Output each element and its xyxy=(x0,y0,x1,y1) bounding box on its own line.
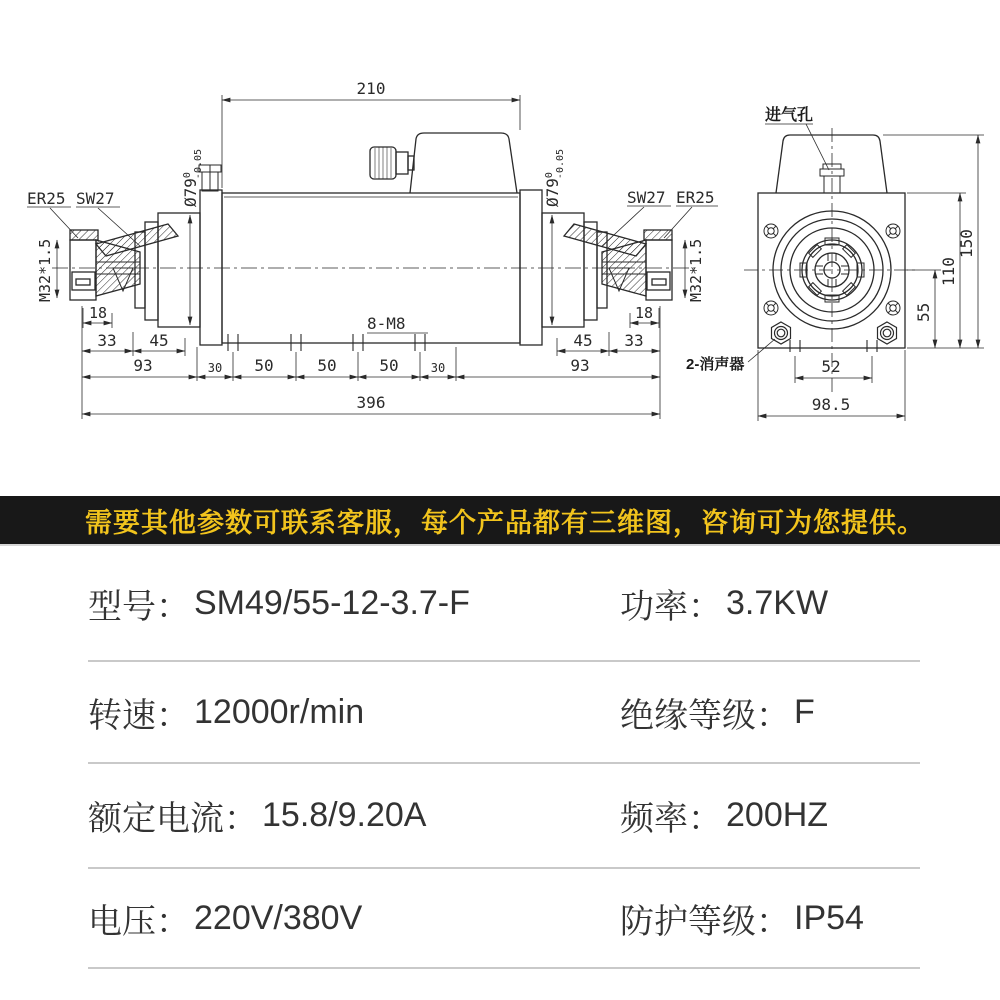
spec-frequency-label: 频率： xyxy=(620,800,722,838)
dim-18-right: 18 xyxy=(634,304,654,322)
dim-33-left: 33 xyxy=(97,331,117,350)
dia-dim-left: $Ø79^0-0.05$ xyxy=(181,148,204,207)
svg-text:SW27: SW27 xyxy=(76,189,115,208)
dim-50-2: 50 xyxy=(317,356,337,375)
spec-row-voltage-protection xyxy=(88,869,920,969)
dim-150: 150 xyxy=(957,229,976,258)
dim-52: 52 xyxy=(821,357,841,376)
spec-speed-value: 12000r/min xyxy=(194,692,365,731)
front-bottom-studs xyxy=(790,340,877,352)
spec-voltage-value: 220V/380V xyxy=(194,898,363,937)
left-flange xyxy=(200,190,222,345)
dim-18-left: 18 xyxy=(88,304,108,322)
spec-insulation-value: F xyxy=(794,692,815,731)
dim-50-3: 50 xyxy=(379,356,399,375)
notice-text: 需要其他参数可联系客服，每个产品都有三维图，咨询可为您提供。 xyxy=(85,507,925,538)
air-inlet-label: 进气孔 xyxy=(765,107,814,124)
right-collet-assembly xyxy=(564,224,672,300)
notice-banner xyxy=(0,496,1000,546)
spec-voltage-label: 电压： xyxy=(88,902,190,941)
junction-box xyxy=(370,133,517,193)
spec-insulation-label: 绝缘等级： xyxy=(620,696,790,735)
spec-protection-label: 防护等级： xyxy=(620,902,790,941)
left-collet-assembly xyxy=(70,224,178,300)
dim-30-right: 30 xyxy=(430,361,446,375)
dia-dim-right: $Ø79^0-0.05$ xyxy=(543,148,566,207)
spec-protection-value: IP54 xyxy=(794,898,864,937)
spec-frequency xyxy=(620,764,828,867)
spec-power-label: 功率： xyxy=(620,587,722,626)
spec-voltage xyxy=(88,894,362,943)
spec-speed xyxy=(88,688,364,737)
dim-50-1: 50 xyxy=(254,356,274,375)
spec-row-current-frequency xyxy=(88,764,920,869)
dim-110: 110 xyxy=(939,257,958,286)
spec-insulation xyxy=(620,662,815,762)
spec-model-value: SM49/55-12-3.7-F xyxy=(194,583,470,622)
dim-8-m8: 8-M8 xyxy=(367,314,406,333)
dim-55: 55 xyxy=(914,302,933,322)
spec-model xyxy=(88,579,470,628)
svg-text:ER25: ER25 xyxy=(27,189,66,208)
svg-text:ER25: ER25 xyxy=(676,188,715,207)
front-view xyxy=(744,128,919,396)
spec-row-speed-insulation xyxy=(88,662,920,764)
spec-power xyxy=(620,546,828,660)
dim-30-left: 30 xyxy=(207,361,223,375)
dim-93-right: 93 xyxy=(570,356,590,375)
spec-row-model-power xyxy=(88,546,920,662)
dim-93-left: 93 xyxy=(133,356,153,375)
muffler-label: 2-消声器 xyxy=(686,356,745,373)
technical-drawing xyxy=(0,0,1000,492)
spec-model-label: 型号： xyxy=(88,587,190,626)
thread-dim-right: M32*1.5 xyxy=(687,238,705,302)
right-flange xyxy=(520,190,542,345)
dim-45-right: 45 xyxy=(573,331,593,350)
spec-current-value: 15.8/9.20A xyxy=(262,796,427,834)
dim-210: 210 xyxy=(356,79,386,98)
thread-dim-left: M32*1.5 xyxy=(36,238,54,302)
spec-list xyxy=(0,546,1000,969)
dim-33-right: 33 xyxy=(624,331,644,350)
spec-current-label: 额定电流： xyxy=(88,800,258,838)
dim-45-left: 45 xyxy=(149,331,169,350)
spec-power-value: 3.7KW xyxy=(726,583,829,622)
spec-speed-label: 转速： xyxy=(88,696,190,735)
dim-98-5: 98.5 xyxy=(811,395,851,414)
spec-protection xyxy=(620,869,864,967)
spec-current xyxy=(88,791,426,840)
dim-396: 396 xyxy=(356,393,386,412)
spec-frequency-value: 200HZ xyxy=(726,796,829,834)
svg-text:SW27: SW27 xyxy=(627,188,666,207)
